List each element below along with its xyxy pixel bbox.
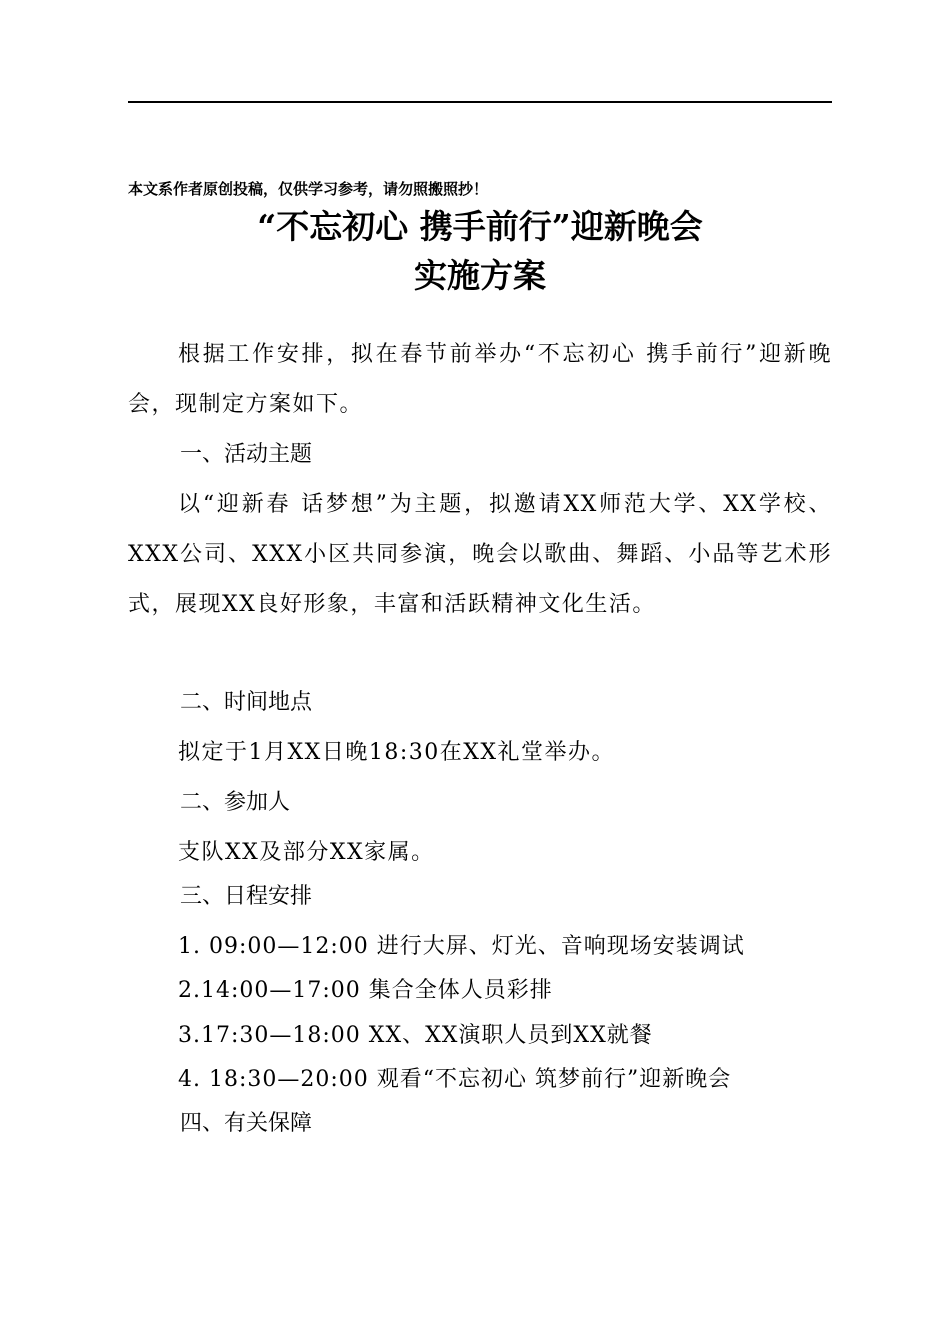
time-paragraph <box>128 728 832 778</box>
document-subtitle: 实施方案 <box>414 256 546 295</box>
schedule-item: 4. 18:30—20:00 观看“不忘初心 筑梦前行”迎新晚会 <box>178 1067 732 1092</box>
schedule-item: 1. 09:00—12:00 进行大屏、灯光、音响现场安装调试 <box>178 934 745 959</box>
participants-text: 支队XX及部分XX家属。 <box>178 840 435 865</box>
copyright-notice: 本文系作者原创投稿，仅供学习参考，请勿照搬照抄！ <box>128 180 489 198</box>
document-title: “不忘初心 携手前行”迎新晚会 <box>257 207 703 246</box>
section-heading-time-place: 二、时间地点 <box>180 690 313 715</box>
participants-paragraph <box>128 828 832 878</box>
schedule-item: 2.14:00—17:00 集合全体人员彩排 <box>178 978 553 1003</box>
section-heading-schedule: 三、日程安排 <box>180 884 313 909</box>
theme-paragraph <box>128 480 832 630</box>
section-heading-theme: 一、活动主题 <box>180 442 313 467</box>
theme-text: 以“迎新春 话梦想”为主题，拟邀请XX师范大学、XX学校、XXX公司、XXX小区共同参演，晚会以歌曲、舞蹈、小品等艺术形式，展现XX良好形象，丰富和活跃精神文化生活。 <box>128 492 832 617</box>
section-heading-participants: 二、参加人 <box>180 790 291 815</box>
intro-text: 根据工作安排，拟在春节前举办“不忘初心 携手前行”迎新晚会，现制定方案如下。 <box>128 342 832 417</box>
header-rule <box>128 101 832 103</box>
schedule-item: 3.17:30—18:00 XX、XX演职人员到XX就餐 <box>178 1023 653 1048</box>
section-heading-support: 四、有关保障 <box>180 1111 313 1136</box>
time-text: 拟定于1月XX日晚18:30在XX礼堂举办。 <box>178 740 616 765</box>
intro-paragraph <box>128 330 832 430</box>
